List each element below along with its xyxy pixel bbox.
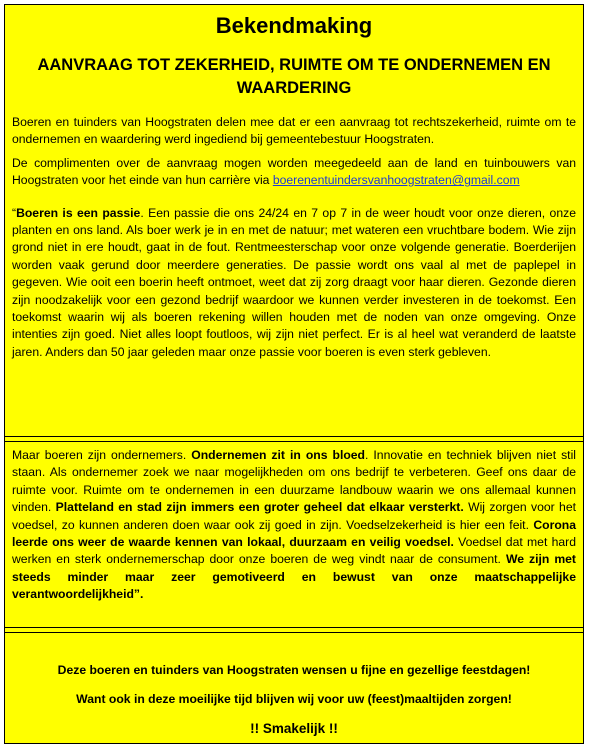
passion-paragraph: [12, 205, 576, 362]
closing-line-1: Deze boeren en tuinders van Hoogstraten wensen u fijne en gezellige feestdagen!: [57, 663, 531, 677]
passion-body: . Een passie die ons 24/24 en 7 op 7 in de weer houdt voor onze dieren, onze planten en ons land. Als boer werk je in en met de natuur; met wateren een vruchtbare bodem. Wie zijn grond niet in ere houdt, gaat in de fout. Rentmeesterschap voor onze volgende generatie. Boerderijen worden vaak gerund door meerdere generaties. De passie wordt ons vaal al met de paplepel in gegeven. Wie ooit een boerin heeft ontmoet, weet dat zij zorg draagt voor haar dieren. Gezonde dieren zijn noodzakelijk voor een gezond bedrijf waardoor we kunnen verder investeren in de toekomst. Een toekomst waarin wij als boeren rekening willen houden met de noden van onze omgeving. Onze intenties zijn goed. Niet alles loopt foutloos, wij zijn niet perfect. Er is al heel wat veranderd de laatste jaren. Anders dan 50 jaar geleden maar onze passie voor boeren is even sterk gebleven.: [12, 205, 576, 359]
entrepreneurs-text-1: Maar boeren zijn ondernemers.: [12, 448, 192, 462]
compliments-paragraph: [12, 155, 576, 190]
closing-line-3: !! Smakelijk !!: [250, 721, 338, 736]
quote-open: “: [12, 205, 17, 220]
page-title: Bekendmaking: [215, 13, 373, 38]
entrepreneurs-text-4: Voedsel dat met hard werken en sterk ondernemerschap door onze boeren de weg vindt naar de consument.: [12, 535, 576, 567]
entrepreneurs-bold-2: Platteland en stad zijn immers een groter geheel dat elkaar versterkt.: [55, 500, 464, 515]
passion-bold-lead: Boeren is een passie: [16, 205, 141, 220]
entrepreneurs-bold-1: Ondernemen zit in ons bloed: [191, 448, 366, 462]
entrepreneurs-bold-3: Corona leerde ons weer de waarde kennen van lokaal, duurzaam en veilig voedsel.: [12, 517, 576, 550]
announcement-sheet: [4, 4, 584, 744]
closing-box: [5, 632, 583, 745]
entrepreneurs-text-2: . Innovatie en techniek blijven niet stil staan. Als ondernemer zoek we naar mogelijkheden om ons bedrijf te verbeteren. Geef ons daar de ruimte voor. Ruimte om te ondernemen in een duurzame landbouw waarin we ons allemaal kunnen vinden.: [12, 448, 576, 515]
compliments-text: De complimenten over de aanvraag mogen worden meegedeeld aan de land en tuinbouwers van Hoogstraten voor het einde van hun carrière via: [12, 155, 576, 188]
announcement-header-box: [5, 5, 583, 437]
page-subtitle: AANVRAAG TOT ZEKERHEID, RUIMTE OM TE ONDERNEMEN EN WAARDERING: [37, 56, 551, 97]
entrepreneurs-text-5: ”.: [133, 587, 144, 602]
entrepreneurs-text-3: Wij zorgen voor het voedsel, zo kunnen anderen doen waar ook zij goed in zijn. Voedselzekerheid is hier een feit.: [12, 500, 577, 532]
email-link[interactable]: boerenentuindersvanhoogstraten@gmail.com: [272, 173, 520, 188]
entrepreneurs-bold-4: We zijn met steeds minder maar zeer gemotiveerd en bewust van onze maatschappelijke verantwoordelijkheid: [12, 552, 576, 602]
entrepreneurs-paragraph: [12, 447, 576, 604]
entrepreneurs-box: [5, 441, 583, 628]
intro-paragraph: Boeren en tuinders van Hoogstraten delen mee dat er een aanvraag tot rechtszekerheid, ruimte om te ondernemen en waardering werd ingediend bij gemeentebestuur Hoogstraten.: [12, 115, 576, 147]
closing-line-2: Want ook in deze moeilijke tijd blijven wij voor uw (feest)maaltijden zorgen!: [76, 692, 512, 706]
